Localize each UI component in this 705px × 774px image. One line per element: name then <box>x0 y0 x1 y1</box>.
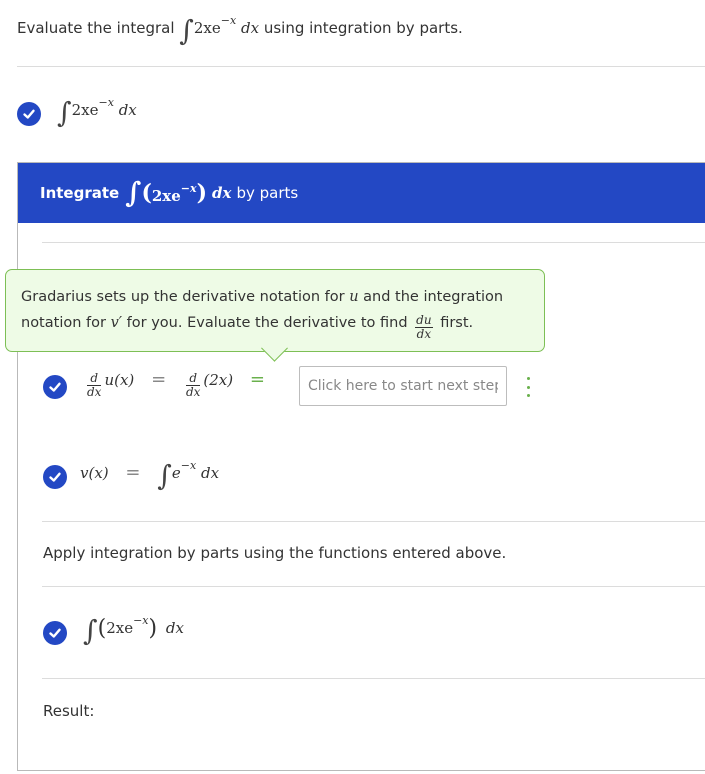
equals-sign: = <box>151 369 167 390</box>
divider <box>42 242 705 243</box>
prompt-exponent: −x <box>220 14 237 27</box>
integral-sign: ∫ <box>179 14 194 47</box>
integral-sign: ∫ <box>125 176 142 209</box>
check-icon <box>17 102 41 126</box>
divider <box>42 521 705 522</box>
integral-sign: ∫ <box>157 459 172 492</box>
divider <box>42 586 705 587</box>
hint-tooltip: Gradarius sets up the derivative notation for u and the integration notation for v′ for you. Evaluate the derivative to find $\frac{du}{dx}$ first. <box>5 269 545 352</box>
derivative-operator: $\frac{d}{dx}$ <box>185 371 201 399</box>
equals-sign: = <box>249 369 265 390</box>
integral-sign: ∫ <box>83 614 98 647</box>
apply-instruction: Apply integration by parts using the functions entered above. <box>43 544 507 562</box>
derivative-operator: $\frac{d}{dx}$ <box>87 371 102 399</box>
v-of-x: v(x) <box>80 464 109 482</box>
prompt-integrand: 2xe <box>193 19 221 37</box>
check-icon <box>43 465 67 489</box>
u-of-x: u(x) <box>104 371 135 389</box>
panel-header-prefix: Integrate <box>40 184 120 202</box>
du-dx-fraction: $\frac{du}{dx}$ <box>416 313 432 341</box>
next-step-input[interactable] <box>299 366 507 406</box>
result-label: Result: <box>43 702 95 720</box>
step-integral-expression: $\int 2xe^{-x}$ dx <box>57 96 137 129</box>
panel-header: Integrate ∫ ( $2xe^{-x}$ ) dx by parts <box>18 163 705 223</box>
panel-header-suffix: by parts <box>236 184 299 202</box>
integral-sign: ∫ <box>57 96 72 129</box>
v-row: $v(x) = \int e^{-x}$ dx <box>80 459 220 492</box>
prompt-text-end: using integration by parts. <box>263 19 463 37</box>
prompt-text-start: Evaluate the integral <box>17 19 175 37</box>
more-options-icon[interactable] <box>523 377 533 397</box>
prompt-dx: dx <box>240 19 260 37</box>
check-icon <box>43 621 67 645</box>
apply-integral-expression: $\int(2xe^{-x})$ dx <box>83 614 184 647</box>
divider <box>17 66 705 67</box>
problem-prompt <box>17 14 463 45</box>
derivative-row <box>84 369 277 399</box>
derivative-argument: (2x) <box>203 371 234 389</box>
divider <box>42 678 705 679</box>
check-icon <box>43 375 67 399</box>
equals-sign: = <box>125 462 141 483</box>
